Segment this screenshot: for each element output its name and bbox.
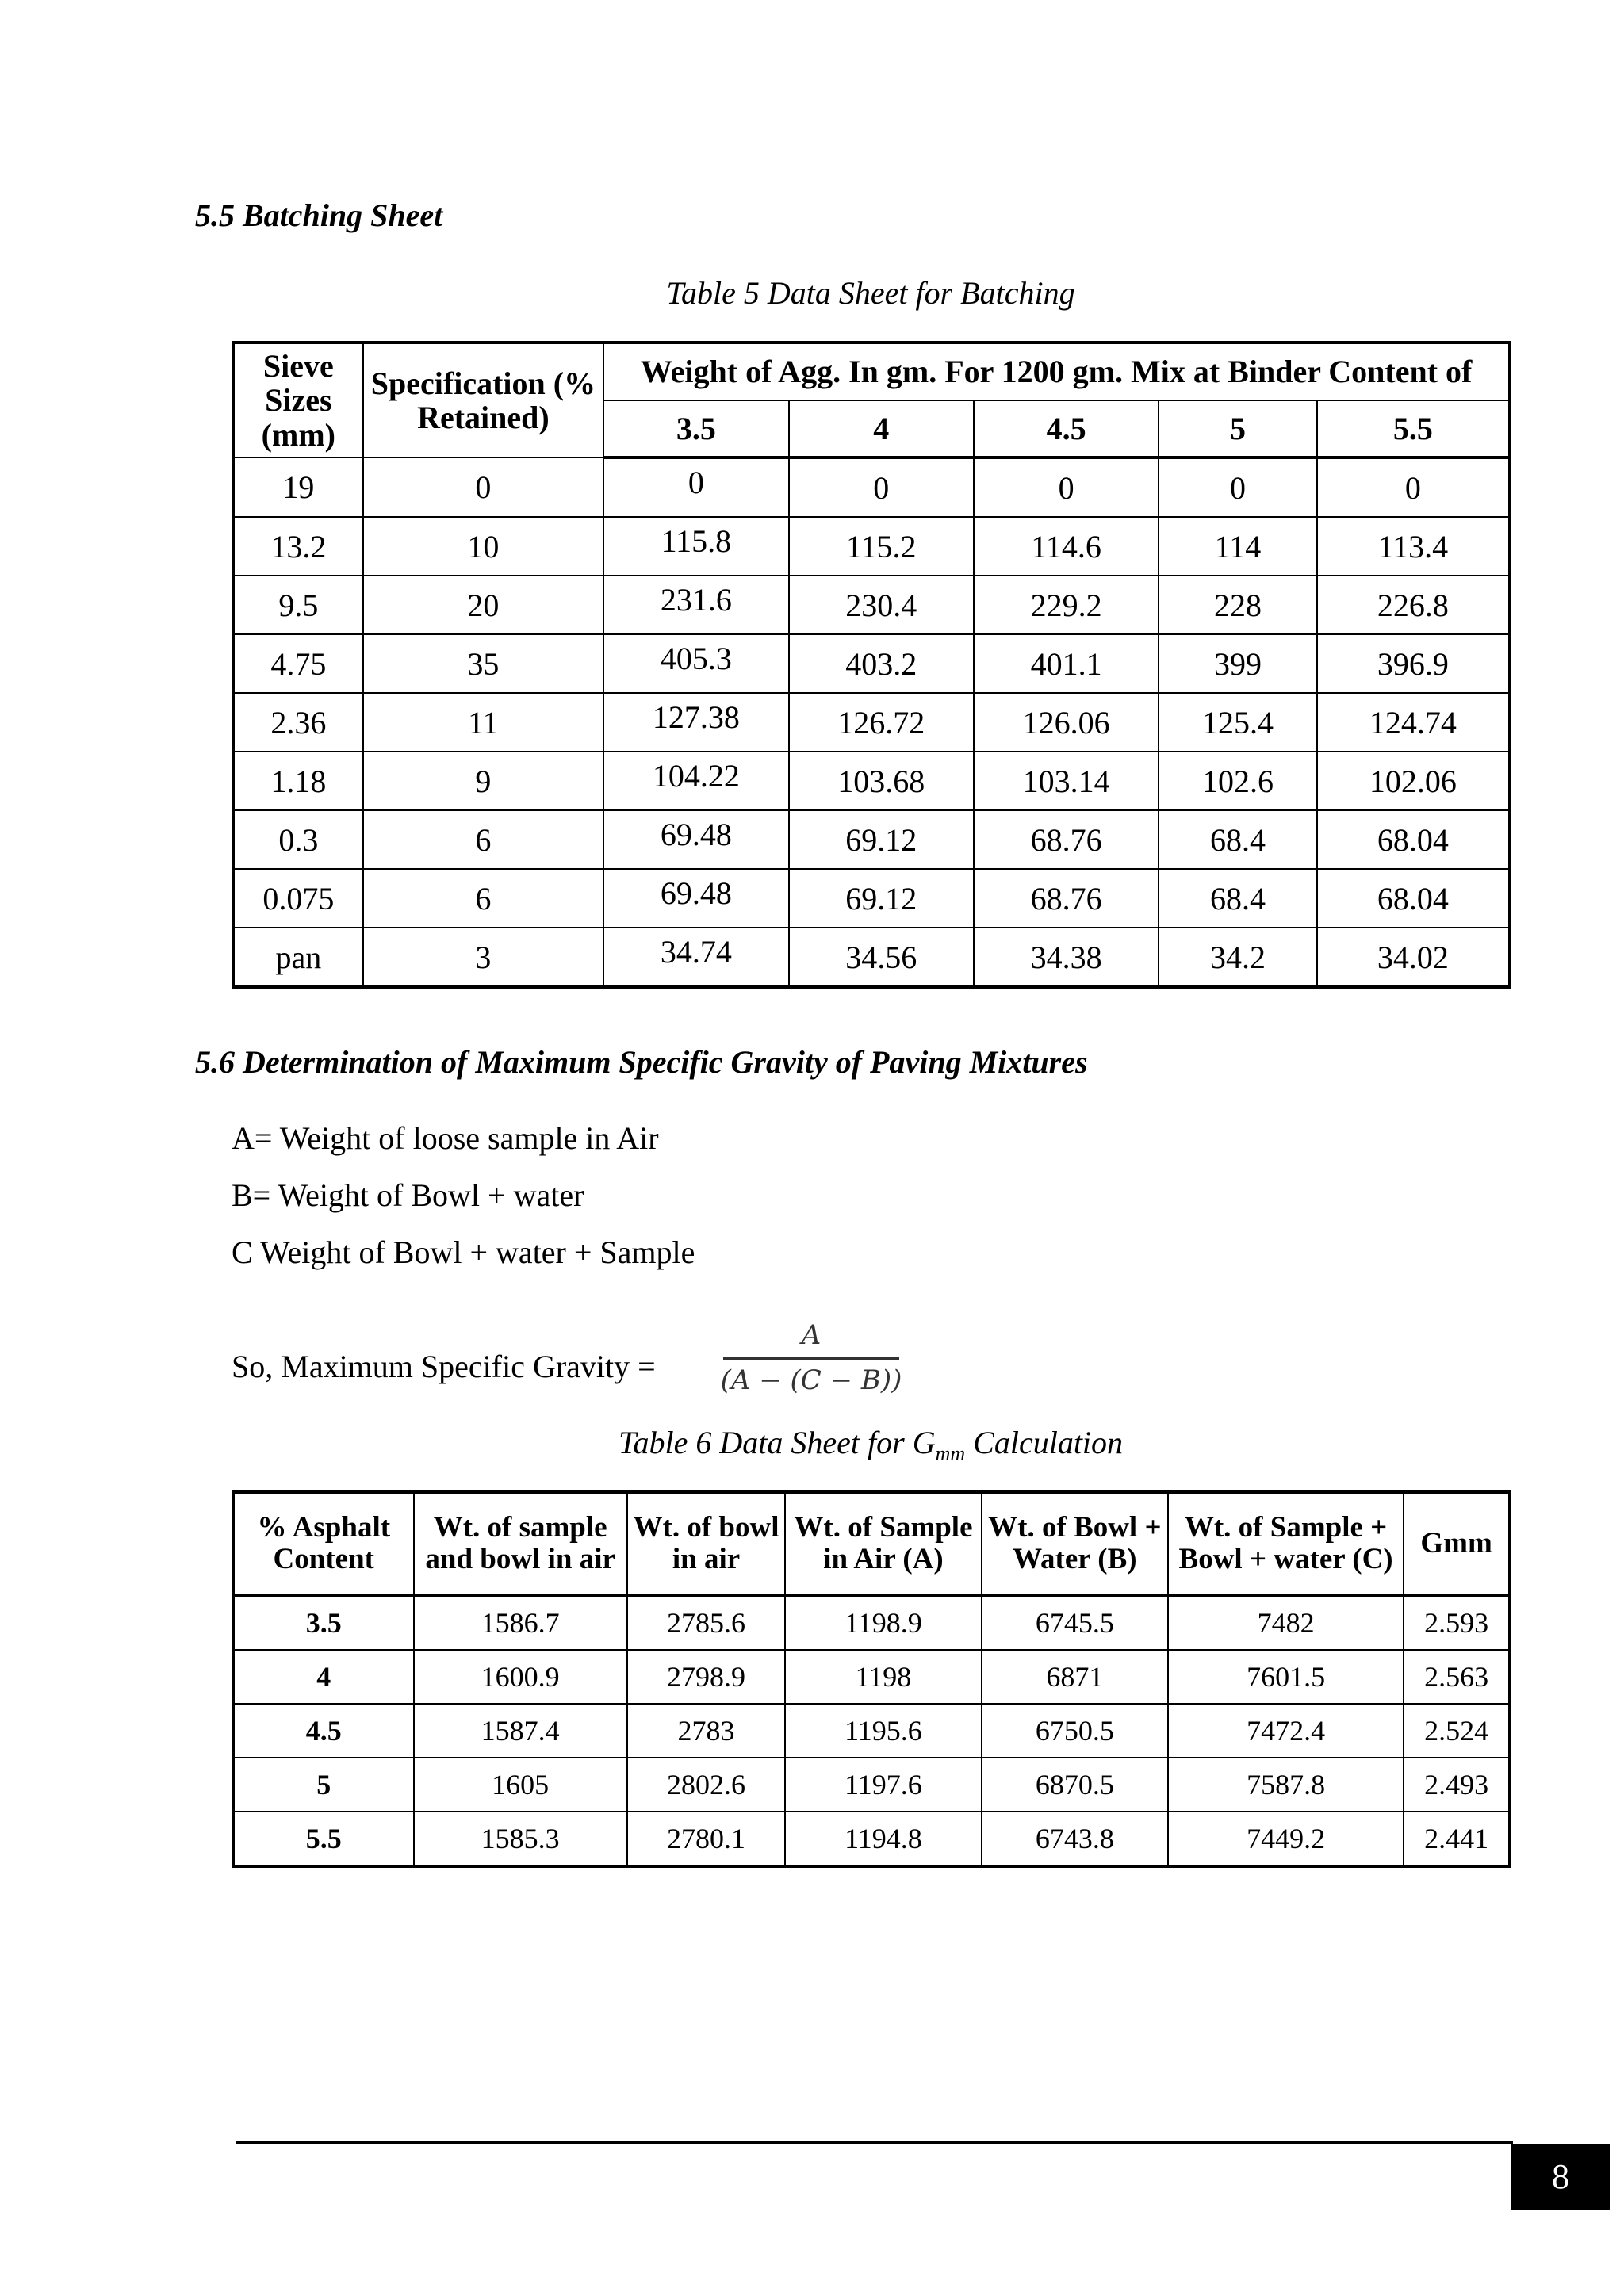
page-number: 8 bbox=[1511, 2144, 1610, 2210]
table-cell: 231.6 bbox=[603, 576, 788, 634]
formula-lead: So, Maximum Specific Gravity = bbox=[232, 1349, 656, 1384]
table5-binder-header: 5.5 bbox=[1317, 400, 1510, 458]
table6-header-bowl-air: Wt. of bowl in air bbox=[627, 1492, 786, 1595]
table-row bbox=[233, 1812, 1510, 1866]
table-cell: 125.4 bbox=[1159, 693, 1316, 752]
table-cell: 69.12 bbox=[789, 869, 974, 928]
table-cell: 7482 bbox=[1168, 1595, 1404, 1650]
footer-rule bbox=[236, 2141, 1513, 2144]
table-cell: 9.5 bbox=[233, 576, 363, 634]
table-cell: 2.593 bbox=[1404, 1595, 1510, 1650]
table-cell: 0 bbox=[789, 457, 974, 517]
table-cell: 228 bbox=[1159, 576, 1316, 634]
table-row bbox=[233, 1704, 1510, 1758]
table-cell: 229.2 bbox=[974, 576, 1159, 634]
table-cell: pan bbox=[233, 928, 363, 987]
fraction-bar bbox=[723, 1357, 899, 1360]
section-5-5-title: 5.5 Batching Sheet bbox=[195, 197, 443, 233]
table-cell: 4.5 bbox=[233, 1704, 414, 1758]
table-cell: 2.563 bbox=[1404, 1650, 1510, 1704]
table-cell: 0 bbox=[1317, 457, 1510, 517]
table-cell: 2.441 bbox=[1404, 1812, 1510, 1866]
table-cell: 0.3 bbox=[233, 810, 363, 869]
table-cell: 1194.8 bbox=[785, 1812, 981, 1866]
table-cell: 1197.6 bbox=[785, 1758, 981, 1812]
table6-caption-end: Calculation bbox=[965, 1425, 1124, 1460]
table-row bbox=[233, 752, 1510, 810]
table5-body bbox=[233, 457, 1510, 987]
table-cell: 126.72 bbox=[789, 693, 974, 752]
table5-binder-header: 4 bbox=[789, 400, 974, 458]
table-row bbox=[233, 517, 1510, 576]
table-cell: 68.76 bbox=[974, 869, 1159, 928]
table-cell: 68.76 bbox=[974, 810, 1159, 869]
definition-c: C Weight of Bowl + water + Sample bbox=[232, 1234, 695, 1270]
table-cell: 69.48 bbox=[603, 869, 788, 928]
table-row bbox=[233, 1595, 1510, 1650]
table-row bbox=[233, 810, 1510, 869]
table-cell: 0.075 bbox=[233, 869, 363, 928]
table6-caption-subscript: mm bbox=[935, 1442, 966, 1465]
table-cell: 7587.8 bbox=[1168, 1758, 1404, 1812]
table-cell: 3 bbox=[363, 928, 604, 987]
section-5-6-title: 5.6 Determination of Maximum Specific Gravity of Paving Mixtures bbox=[195, 1044, 1088, 1080]
table-cell: 226.8 bbox=[1317, 576, 1510, 634]
table-cell: 103.68 bbox=[789, 752, 974, 810]
table-cell: 34.56 bbox=[789, 928, 974, 987]
table6-header-sample-air: Wt. of Sample in Air (A) bbox=[785, 1492, 981, 1595]
formula-numerator: A bbox=[801, 1319, 822, 1351]
table-cell: 0 bbox=[1159, 457, 1316, 517]
table-cell: 7472.4 bbox=[1168, 1704, 1404, 1758]
table6 bbox=[232, 1490, 1511, 1868]
table-cell: 102.06 bbox=[1317, 752, 1510, 810]
table-cell: 2.36 bbox=[233, 693, 363, 752]
table6-header-sample-bowl-air: Wt. of sample and bowl in air bbox=[414, 1492, 627, 1595]
table-cell: 1585.3 bbox=[414, 1812, 627, 1866]
table-row bbox=[233, 693, 1510, 752]
table-cell: 115.8 bbox=[603, 517, 788, 576]
table-cell: 1195.6 bbox=[785, 1704, 981, 1758]
definition-b: B= Weight of Bowl + water bbox=[232, 1177, 584, 1213]
table-cell: 103.14 bbox=[974, 752, 1159, 810]
table-cell: 69.48 bbox=[603, 810, 788, 869]
table-cell: 9 bbox=[363, 752, 604, 810]
table-cell: 1600.9 bbox=[414, 1650, 627, 1704]
table-cell: 396.9 bbox=[1317, 634, 1510, 693]
table-cell: 230.4 bbox=[789, 576, 974, 634]
table-cell: 68.4 bbox=[1159, 810, 1316, 869]
table5-binder-header: 4.5 bbox=[974, 400, 1159, 458]
table-cell: 7601.5 bbox=[1168, 1650, 1404, 1704]
table-cell: 2802.6 bbox=[627, 1758, 786, 1812]
table-cell: 114.6 bbox=[974, 517, 1159, 576]
table-cell: 401.1 bbox=[974, 634, 1159, 693]
table-cell: 34.2 bbox=[1159, 928, 1316, 987]
table-cell: 113.4 bbox=[1317, 517, 1510, 576]
table-cell: 2780.1 bbox=[627, 1812, 786, 1866]
table5-header-sieve: Sieve Sizes (mm) bbox=[233, 342, 363, 457]
table-cell: 5 bbox=[233, 1758, 414, 1812]
table5-header-row bbox=[233, 342, 1510, 400]
table6-header-gmm: Gmm bbox=[1404, 1492, 1510, 1595]
table-cell: 2785.6 bbox=[627, 1595, 786, 1650]
table-cell: 102.6 bbox=[1159, 752, 1316, 810]
table-cell: 35 bbox=[363, 634, 604, 693]
table-cell: 114 bbox=[1159, 517, 1316, 576]
table-cell: 13.2 bbox=[233, 517, 363, 576]
table-cell: 34.02 bbox=[1317, 928, 1510, 987]
table-row bbox=[233, 869, 1510, 928]
table5-binder-header: 5 bbox=[1159, 400, 1316, 458]
table5-caption: Table 5 Data Sheet for Batching bbox=[666, 275, 1075, 311]
table-cell: 34.74 bbox=[603, 928, 788, 987]
table-cell: 19 bbox=[233, 457, 363, 517]
table5 bbox=[232, 341, 1511, 989]
table-row bbox=[233, 576, 1510, 634]
table-row bbox=[233, 634, 1510, 693]
table-cell: 1.18 bbox=[233, 752, 363, 810]
table-cell: 0 bbox=[603, 457, 788, 517]
formula-denominator: (A − (C − B)) bbox=[720, 1364, 902, 1396]
table-cell: 5.5 bbox=[233, 1812, 414, 1866]
table-cell: 4.75 bbox=[233, 634, 363, 693]
table-cell: 124.74 bbox=[1317, 693, 1510, 752]
table-cell: 403.2 bbox=[789, 634, 974, 693]
table-cell: 6870.5 bbox=[982, 1758, 1168, 1812]
table-row bbox=[233, 1758, 1510, 1812]
table-cell: 1198 bbox=[785, 1650, 981, 1704]
table5-binder-header: 3.5 bbox=[603, 400, 788, 458]
table-row bbox=[233, 1650, 1510, 1704]
table-row bbox=[233, 928, 1510, 987]
table-cell: 6745.5 bbox=[982, 1595, 1168, 1650]
table-cell: 68.04 bbox=[1317, 810, 1510, 869]
table-cell: 1587.4 bbox=[414, 1704, 627, 1758]
table-cell: 6 bbox=[363, 810, 604, 869]
table6-caption-main: Table 6 Data Sheet for G bbox=[618, 1425, 936, 1460]
table-cell: 6 bbox=[363, 869, 604, 928]
table6-header-row bbox=[233, 1492, 1510, 1595]
table-cell: 0 bbox=[974, 457, 1159, 517]
formula-fraction bbox=[720, 1316, 902, 1399]
table-cell: 2783 bbox=[627, 1704, 786, 1758]
table-cell: 3.5 bbox=[233, 1595, 414, 1650]
table-cell: 405.3 bbox=[603, 634, 788, 693]
table-cell: 6750.5 bbox=[982, 1704, 1168, 1758]
table-cell: 126.06 bbox=[974, 693, 1159, 752]
table-cell: 69.12 bbox=[789, 810, 974, 869]
definition-a: A= Weight of loose sample in Air bbox=[232, 1120, 659, 1156]
table-cell: 127.38 bbox=[603, 693, 788, 752]
table-row bbox=[233, 457, 1510, 517]
table5-header-spec: Specification (% Retained) bbox=[363, 342, 604, 457]
table-cell: 399 bbox=[1159, 634, 1316, 693]
table-cell: 1586.7 bbox=[414, 1595, 627, 1650]
table-cell: 20 bbox=[363, 576, 604, 634]
table-cell: 6743.8 bbox=[982, 1812, 1168, 1866]
table-cell: 68.04 bbox=[1317, 869, 1510, 928]
table5-header-weight: Weight of Agg. In gm. For 1200 gm. Mix at Binder Content of bbox=[603, 342, 1510, 400]
table-cell: 2.493 bbox=[1404, 1758, 1510, 1812]
table-cell: 34.38 bbox=[974, 928, 1159, 987]
table-cell: 115.2 bbox=[789, 517, 974, 576]
table-cell: 11 bbox=[363, 693, 604, 752]
table-cell: 7449.2 bbox=[1168, 1812, 1404, 1866]
table-cell: 6871 bbox=[982, 1650, 1168, 1704]
table-cell: 0 bbox=[363, 457, 604, 517]
table-cell: 2798.9 bbox=[627, 1650, 786, 1704]
table6-caption bbox=[0, 1424, 1624, 1466]
table-cell: 1198.9 bbox=[785, 1595, 981, 1650]
table-cell: 104.22 bbox=[603, 752, 788, 810]
table-cell: 68.4 bbox=[1159, 869, 1316, 928]
table-cell: 4 bbox=[233, 1650, 414, 1704]
table6-body bbox=[233, 1595, 1510, 1866]
table6-header-bowl-water: Wt. of Bowl + Water (B) bbox=[982, 1492, 1168, 1595]
table-cell: 2.524 bbox=[1404, 1704, 1510, 1758]
table6-header-sample-bowl-water: Wt. of Sample + Bowl + water (C) bbox=[1168, 1492, 1404, 1595]
table6-header-asphalt-content: % Asphalt Content bbox=[233, 1492, 414, 1595]
table-cell: 1605 bbox=[414, 1758, 627, 1812]
table-cell: 10 bbox=[363, 517, 604, 576]
